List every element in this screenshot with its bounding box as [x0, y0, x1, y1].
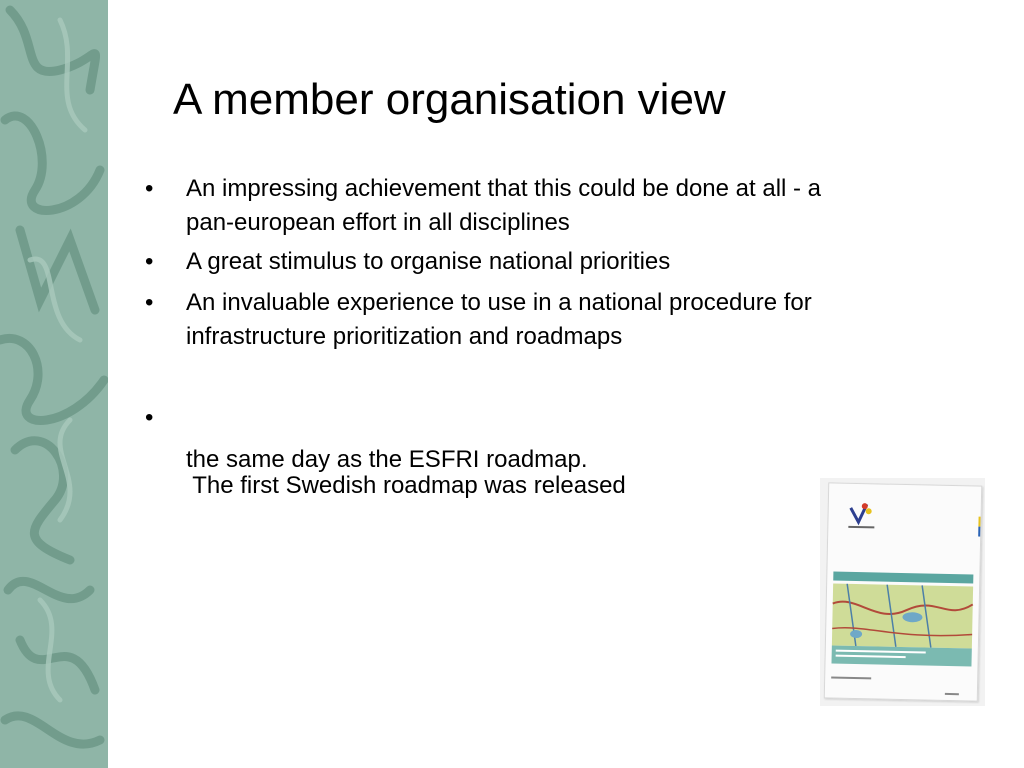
roadmap-report-cover-image: [820, 478, 985, 706]
report-cover-illustration: [825, 483, 981, 700]
bullet-marker: •: [145, 175, 154, 202]
bullet-line: An invaluable experience to use in a national procedure for: [186, 289, 812, 316]
bullet-marker: •: [145, 404, 154, 431]
bullet-line: An impressing achievement that this could be done at all - a: [186, 175, 822, 202]
bullet-continuation: the same day as the ESFRI roadmap.: [186, 446, 588, 473]
calligraphy-pattern: [0, 0, 108, 768]
decorative-sidebar: [0, 0, 108, 768]
bullet-line: pan-european effort in all disciplines: [186, 209, 570, 236]
bullet-line: infrastructure prioritization and roadmaps: [186, 323, 623, 350]
bullet-marker: •: [145, 248, 154, 275]
slide-title: A member organisation view: [173, 75, 726, 124]
bullet-marker: •: [145, 289, 154, 316]
bullet-line: A great stimulus to organise national priorities: [186, 248, 671, 275]
logo-icon: [848, 503, 875, 529]
bullet-line: The first Swedish roadmap was released: [186, 472, 626, 499]
